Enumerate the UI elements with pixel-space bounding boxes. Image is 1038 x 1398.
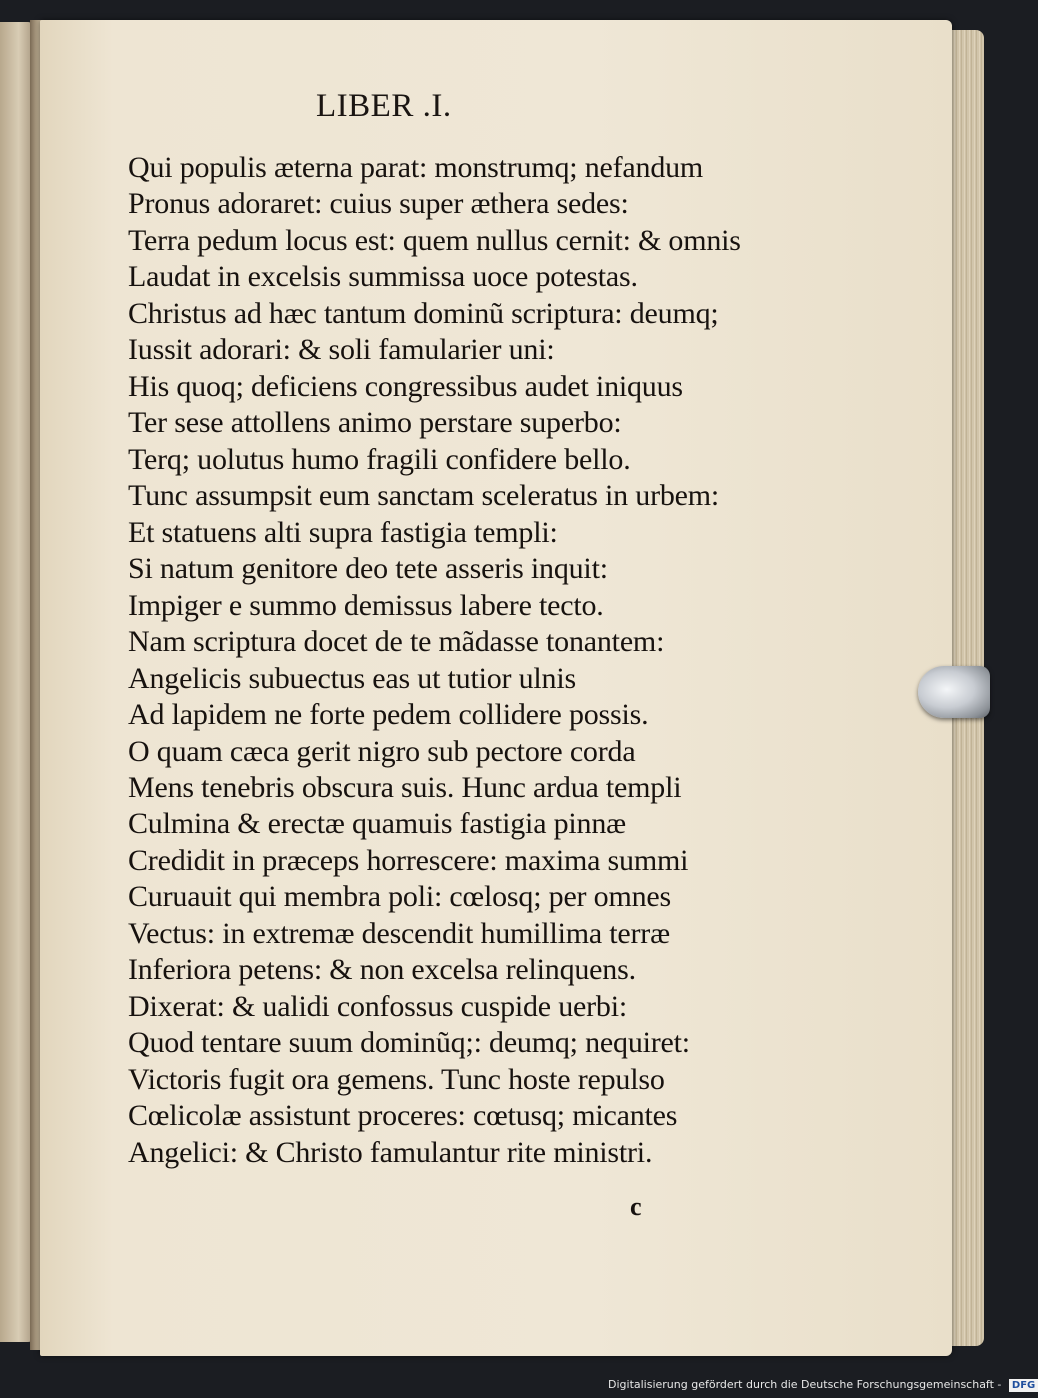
verse-line: Victoris fugit ora gemens. Tunc hoste repulso xyxy=(128,1062,665,1096)
verse-line: O quam cæca gerit nigro sub pectore corda xyxy=(128,734,636,768)
verse-line: Curuauit qui membra poli: cœlosq; per omnes xyxy=(128,880,671,914)
verse-line: Nam scriptura docet de te mãdasse tonantem: xyxy=(128,625,665,659)
verse-line: Angelici: & Christo famulantur rite ministri. xyxy=(128,1135,653,1169)
verse-line: Tunc assumpsit eum sanctam sceleratus in urbem: xyxy=(128,479,720,513)
verse-line: Inferiora petens: & non excelsa relinquens. xyxy=(128,953,636,987)
dfg-logo: DFG xyxy=(1009,1379,1038,1392)
facing-page-edge xyxy=(0,22,34,1342)
running-header: LIBER .I. xyxy=(316,88,452,124)
credit-text: Digitalisierung gefördert durch die Deutsche Forschungsgemeinschaft - xyxy=(608,1378,1002,1391)
verse-line: Si natum genitore deo tete asseris inquit: xyxy=(128,552,608,586)
verse-line: Quod tentare suum dominũq;: deumq; nequiret: xyxy=(128,1026,690,1060)
verse-line: Dixerat: & ualidi confossus cuspide uerbi: xyxy=(128,989,627,1023)
verse-line: Credidit in præceps horrescere: maxima summi xyxy=(128,843,689,877)
verse-line: Terra pedum locus est: quem nullus cernit: & omnis xyxy=(128,223,741,257)
verse-line: Qui populis æterna parat: monstrumq; nefandum xyxy=(128,151,704,184)
verse-line: Terq; uolutus humo fragili confidere bello. xyxy=(128,442,631,476)
verse-line: Angelicis subuectus eas ut tutior ulnis xyxy=(128,661,576,695)
verse-line: Vectus: in extremæ descendit humillima terræ xyxy=(128,916,670,950)
verse-list xyxy=(128,150,741,1171)
signature-mark: c xyxy=(630,1192,642,1221)
verse-line: Pronus adoraret: cuius super æthera sedes: xyxy=(128,187,629,221)
verse-line: Ter sese attollens animo perstare superbo: xyxy=(128,406,622,440)
verse-line: Et statuens alti supra fastigia templi: xyxy=(128,515,558,549)
verse-line: Iussit adorari: & soli famularier uni: xyxy=(128,333,555,367)
verse-line: His quoq; deficiens congressibus audet iniquus xyxy=(128,369,683,403)
verse-line: Mens tenebris obscura suis. Hunc ardua templi xyxy=(128,770,682,804)
verse-line: Cœlicolæ assistunt proceres: cœtusq; micantes xyxy=(128,1099,678,1133)
verse-line: Ad lapidem ne forte pedem collidere possis. xyxy=(128,698,649,732)
verse-line: Impiger e summo demissus labere tecto. xyxy=(128,588,604,622)
book-clamp xyxy=(918,666,990,718)
verse-line: Culmina & erectæ quamuis fastigia pinnæ xyxy=(128,807,626,841)
verse-line: Laudat in excelsis summissa uoce potestas. xyxy=(128,260,638,294)
verse-line: Christus ad hæc tantum dominũ scriptura: deumq; xyxy=(128,296,719,330)
digitization-credit xyxy=(608,1378,1038,1392)
